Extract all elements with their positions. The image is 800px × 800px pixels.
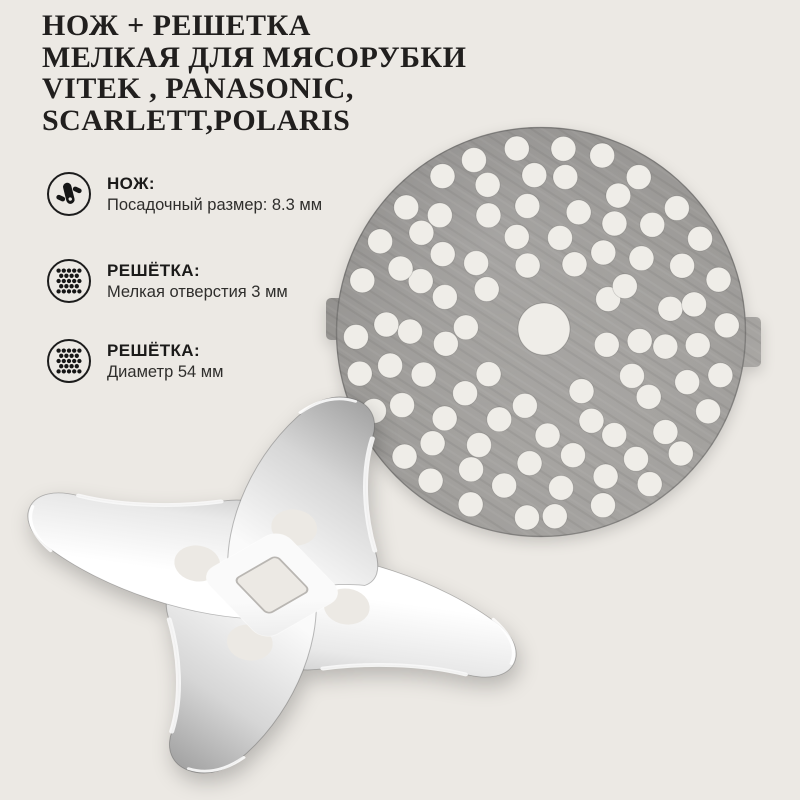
plate-hole (714, 313, 739, 338)
plate-hole (462, 148, 487, 173)
plate-hole (548, 226, 573, 251)
plate-hole (566, 200, 591, 225)
plate-hole (629, 246, 654, 271)
plate-hole (696, 399, 721, 424)
plate-hole (522, 163, 547, 188)
plate-hole (606, 183, 631, 208)
feature-label: РЕШЁТКА: (107, 260, 201, 280)
plate-hole (378, 353, 403, 378)
plate-hole (476, 362, 501, 387)
plate-hole (675, 370, 700, 395)
plate-hole (708, 363, 733, 388)
title-line-1: НОЖ + РЕШЕТКА (42, 9, 311, 42)
plate-hole (579, 408, 604, 433)
plate-hole (551, 136, 576, 161)
plate-hole (433, 331, 458, 356)
plate-hole (347, 361, 372, 386)
plate-hole (475, 172, 500, 197)
plate-hole (602, 211, 627, 236)
feature-copy (107, 340, 223, 383)
plate-hole (368, 229, 393, 254)
plate-hole (670, 253, 695, 278)
plate-hole (653, 334, 678, 359)
title-line-3: VITEK , PANASONIC, (42, 72, 354, 105)
plate-hole (344, 324, 369, 349)
plate-hole (626, 165, 651, 190)
plate-hole (476, 203, 501, 228)
feature-copy (107, 260, 288, 303)
plate-hole (388, 256, 413, 281)
plate-hole (636, 384, 661, 409)
title-line-4: SCARLETT,POLARIS (42, 103, 351, 137)
plate-hole (553, 165, 578, 190)
plate-hole (668, 441, 693, 466)
plate-hole (624, 446, 649, 471)
feature-knife (47, 172, 322, 216)
title-line-2: МЕЛКАЯ ДЛЯ МЯСОРУБКИ (42, 40, 467, 74)
plate-hole (427, 203, 452, 228)
plate-hole (562, 252, 587, 277)
feature-text: Посадочный размер: 8.3 мм (107, 195, 323, 214)
plate-hole (685, 333, 710, 358)
plate-hole (706, 267, 731, 292)
plate-hole (350, 268, 375, 293)
feature-grid-diameter (47, 339, 223, 383)
grinder-knife-photo (18, 388, 548, 800)
plate-hole (612, 274, 637, 299)
plate-hole (653, 420, 678, 445)
plate-hole (515, 253, 540, 278)
plate-hole (569, 379, 594, 404)
plate-hole (593, 464, 618, 489)
feature-text: Диаметр 54 мм (107, 362, 224, 381)
feature-copy (107, 173, 322, 216)
feature-label: РЕШЁТКА: (107, 340, 201, 360)
plate-hole (627, 329, 652, 354)
plate-hole (682, 292, 707, 317)
feature-label: НОЖ: (107, 173, 155, 193)
feature-grid-holes (47, 259, 288, 303)
plate-hole (640, 212, 665, 237)
plate-hole (504, 224, 529, 249)
plate-hole (688, 226, 713, 251)
plate-hole (474, 277, 499, 302)
plate-hole (591, 240, 616, 265)
plate-hole (430, 242, 455, 267)
plate-hole (374, 312, 399, 337)
plate-hole (394, 195, 419, 220)
plate-hole (594, 332, 619, 357)
plate-hole (453, 315, 478, 340)
knife-body (18, 388, 548, 800)
plate-hole (620, 363, 645, 388)
plate-hole (549, 475, 574, 500)
plate-hole (411, 362, 436, 387)
plate-center-hole (518, 303, 570, 355)
plate-hole (591, 493, 616, 518)
plate-hole (590, 143, 615, 168)
plate-hole (664, 196, 689, 221)
plate-hole (430, 164, 455, 189)
plate-hole (398, 319, 423, 344)
knife-icon (47, 172, 91, 216)
grid-dots-icon (47, 259, 91, 303)
plate-hole (504, 136, 529, 161)
plate-hole (432, 285, 457, 310)
plate-hole (409, 220, 434, 245)
plate-hole (464, 251, 489, 276)
grid-dots-icon (47, 339, 91, 383)
feature-text: Мелкая отверстия 3 мм (107, 282, 288, 301)
plate-hole (561, 443, 586, 468)
plate-hole (602, 423, 627, 448)
plate-hole (637, 472, 662, 497)
plate-hole (515, 194, 540, 219)
plate-hole (658, 296, 683, 321)
